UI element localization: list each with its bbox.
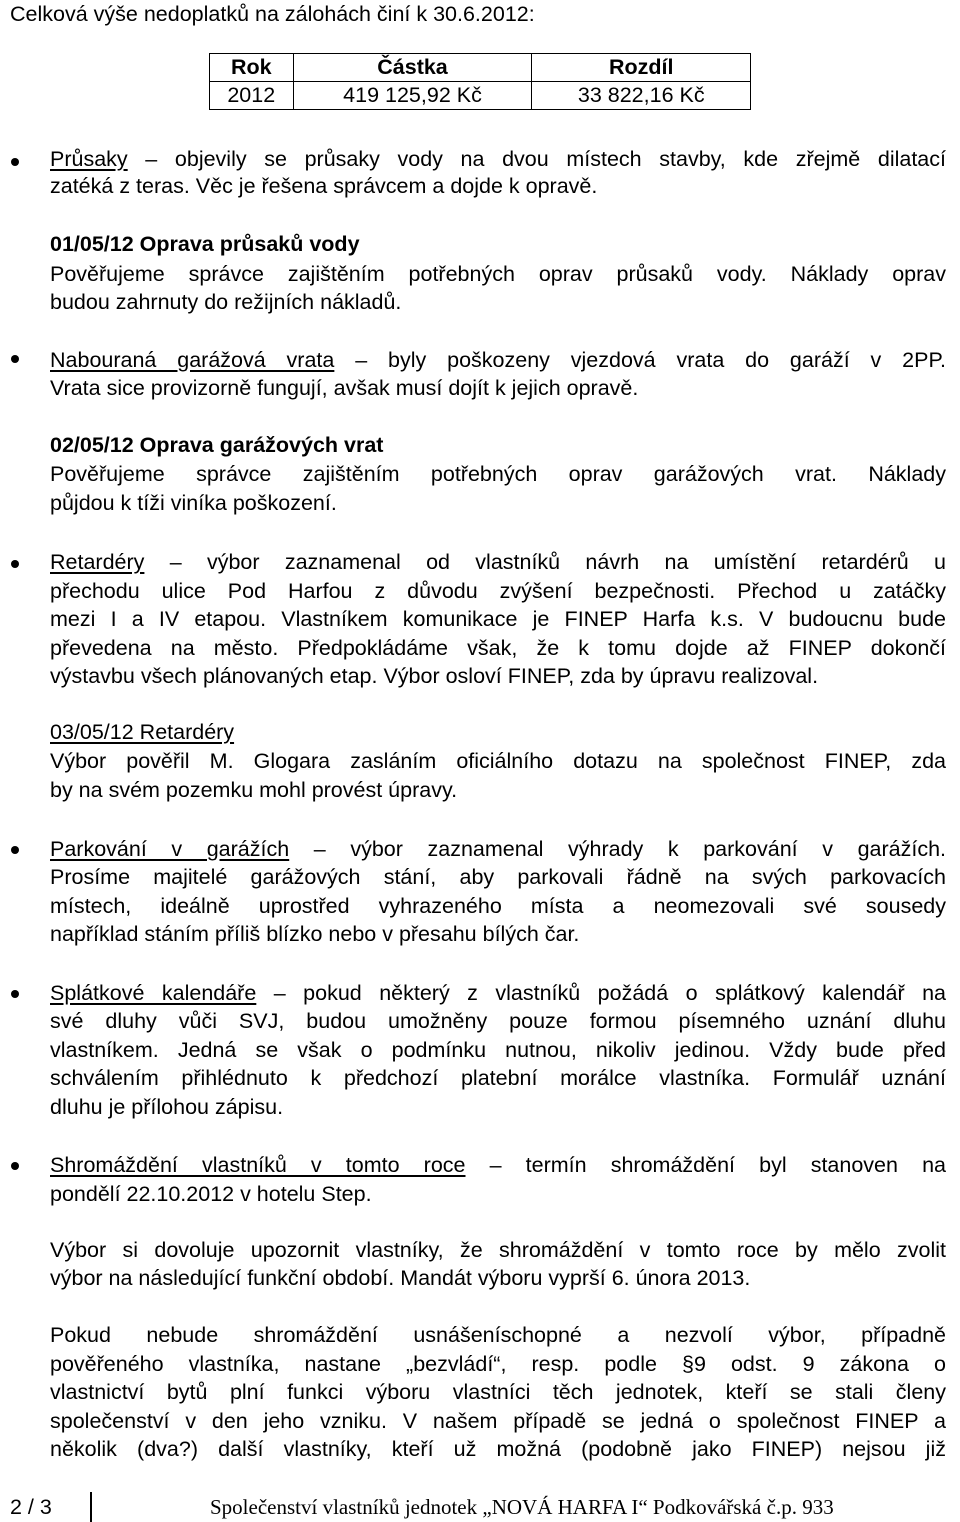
item-parkovani-title: Parkování v garážích <box>50 837 290 861</box>
item-text: převedena na město. Předpokládáme však, že k tomu dojde až FINEP dokončí <box>50 636 946 660</box>
item-text: – výbor zaznamenal výhrady k parkování v garážích. <box>289 837 946 861</box>
resolution-text: by na svém pozemku mohl provést úpravy. <box>50 778 458 802</box>
item-prusaky-title: Průsaky <box>50 147 128 171</box>
table-header-cell: Částka <box>293 54 532 82</box>
item-text: své dluhy vůči SVJ, budou umožněny pouze formou písemného uznání dluhu <box>50 1009 946 1033</box>
item-text: výstavbu všech plánovaných etap. Výbor osloví FINEP, zda by úpravu realizoval. <box>50 664 819 688</box>
table-header-cell: Rok <box>210 54 294 82</box>
item-text: přechodu ulice Pod Harfou z důvodu zvýšení bezpečnosti. Přechod u zatáčky <box>50 579 946 603</box>
paragraph-text: společenství v den jeho vzniku. V našem případě se jedná o společnost FINEP a <box>50 1409 946 1433</box>
resolution-title: 02/05/12 Oprava garážových vrat <box>50 433 384 457</box>
table-header-row <box>210 54 751 82</box>
resolution-text: Výbor pověřil M. Glogara zasláním oficiálního dotazu na společnost FINEP, zda <box>50 749 946 773</box>
table-cell: 33 822,16 Kč <box>532 82 751 110</box>
item-vrata-line <box>50 346 946 375</box>
item-shromazdeni-title: Shromáždění vlastníků v tomto roce <box>50 1153 466 1177</box>
paragraph-text: vlastnictví bytů plní funkci výboru vlastníci těch jednotek, kteří se stali členy <box>50 1380 946 1404</box>
item-text: vlastníkem. Jedná se však o podmínku nutnou, nikoliv jedinou. Vždy bude před <box>50 1038 946 1062</box>
resolution-text: půjdou k tíži viníka poškození. <box>50 491 337 515</box>
resolution-title <box>50 718 946 747</box>
bullet-icon <box>11 990 19 998</box>
item-retardery-line <box>50 548 946 577</box>
intro-text: Celková výše nedoplatků na zálohách činí k 30.6.2012: <box>10 2 535 26</box>
item-shromazdeni-line <box>50 1151 946 1180</box>
resolution-title-text: 03/05/12 Retardéry <box>50 720 235 744</box>
paragraph-text: Pokud nebude shromáždění usnášeníschopné a nezvolí výbor, případně <box>50 1323 946 1347</box>
paragraph-text: Výbor si dovoluje upozornit vlastníky, že shromáždění v tomto roce by mělo zvolit <box>50 1238 946 1262</box>
arrears-table <box>209 53 751 110</box>
item-text: Vrata sice provizorně fungují, avšak musí dojít k jejich opravě. <box>50 376 639 400</box>
table-row <box>210 82 751 110</box>
bullet-icon <box>11 846 19 854</box>
bullet-icon <box>11 158 19 166</box>
item-text: místech, ideálně uprostřed vyhrazeného místa a neomezovali své sousedy <box>50 894 946 918</box>
item-text: dluhu je přílohou zápisu. <box>50 1095 284 1119</box>
footer-text: Společenství vlastníků jednotek „NOVÁ HARFA I“ Podkovářská č.p. 933 <box>210 1495 834 1519</box>
item-text: Prosíme majitelé garážových stání, aby parkovali řádně na svých parkovacích <box>50 865 946 889</box>
item-text: například stáním příliš blízko nebo v přesahu bílých čar. <box>50 922 580 946</box>
item-prusaky-line <box>50 145 946 174</box>
item-splatkove-title: Splátkové kalendáře <box>50 981 257 1005</box>
item-parkovani-line <box>50 835 946 864</box>
item-text: schválením přihlédnuto k předchozí platební morálce vlastníka. Formulář uznání <box>50 1066 946 1090</box>
item-vrata-title: Nabouraná garážová vrata <box>50 348 335 372</box>
bullet-icon <box>11 355 19 363</box>
table-cell: 2012 <box>210 82 294 110</box>
table-header-cell: Rozdíl <box>532 54 751 82</box>
item-splatkove-line <box>50 979 946 1008</box>
item-text: – pokud některý z vlastníků požádá o splátkový kalendář na <box>256 981 946 1005</box>
item-text: zatéká z teras. Věc je řešena správcem a dojde k opravě. <box>50 174 598 198</box>
table-cell: 419 125,92 Kč <box>293 82 532 110</box>
resolution-text: Pověřujeme správce zajištěním potřebných oprav garážových vrat. Náklady <box>50 462 946 486</box>
bullet-icon <box>11 1162 19 1170</box>
item-text: – objevily se průsaky vody na dvou místech stavby, kde zřejmě dilatací <box>127 147 946 171</box>
item-text: – termín shromáždění byl stanoven na <box>465 1153 946 1177</box>
page-number: 2 / 3 <box>10 1495 52 1519</box>
item-text: pondělí 22.10.2012 v hotelu Step. <box>50 1182 372 1206</box>
item-text: – byly poškozeny vjezdová vrata do garáží v 2PP. <box>334 348 946 372</box>
resolution-text: budou zahrnuty do režijních nákladů. <box>50 290 402 314</box>
item-text: mezi I a IV etapou. Vlastníkem komunikace je FINEP Harfa k.s. V budoucnu bude <box>50 607 946 631</box>
item-retardery-title: Retardéry <box>50 550 145 574</box>
bullet-icon <box>11 560 19 568</box>
paragraph-text: pověřeného vlastníka, nastane „bezvládí“, resp. podle §9 odst. 9 zákona o <box>50 1352 946 1376</box>
paragraph-text: několik (dva?) další vlastníky, kteří už možná (podobně jako FINEP) nejsou již <box>50 1437 946 1461</box>
footer-divider <box>90 1492 92 1522</box>
paragraph-text: výbor na následující funkční období. Mandát výboru vyprší 6. února 2013. <box>50 1266 751 1290</box>
resolution-title: 01/05/12 Oprava průsaků vody <box>50 232 360 256</box>
item-text: – výbor zaznamenal od vlastníků návrh na umístění retardérů u <box>144 550 946 574</box>
resolution-text: Pověřujeme správce zajištěním potřebných oprav průsaků vody. Náklady oprav <box>50 262 946 286</box>
